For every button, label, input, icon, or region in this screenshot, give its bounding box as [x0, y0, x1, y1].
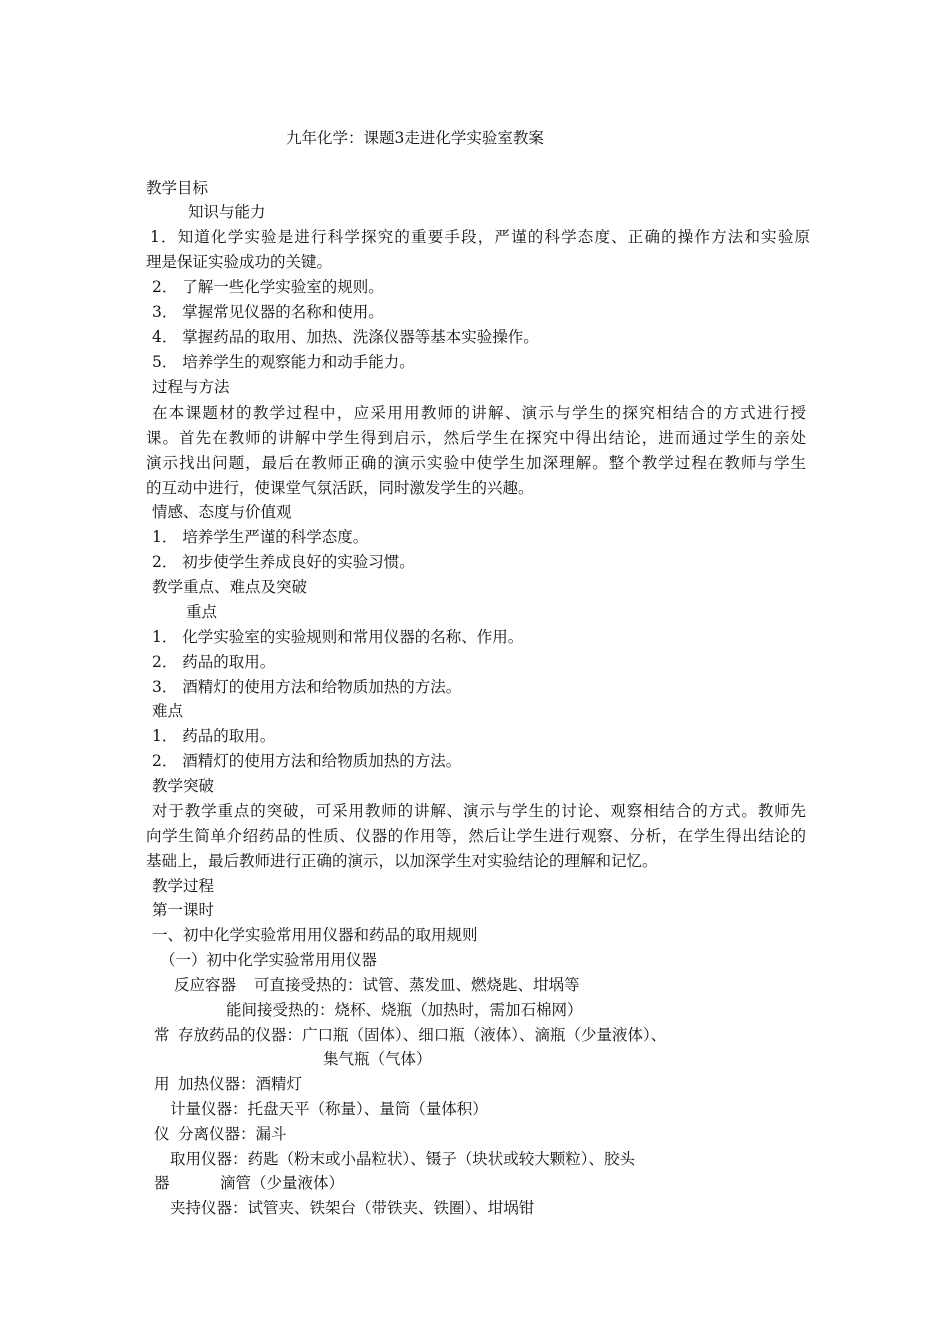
difficulty-item-1: 1． 药品的取用。: [152, 727, 276, 745]
reaction-vessel-label: 反应容器: [174, 976, 237, 994]
process-method-line-4: 的互动中进行，使课堂气氛活跃，同时激发学生的兴趣。: [146, 479, 534, 497]
breakthrough-heading: 教学突破: [152, 777, 215, 795]
process-method-line-1: 在本课题材的教学过程中，应采用用教师的讲解、演示与学生的探究相结合的方式进行授: [152, 404, 806, 422]
knowledge-heading: 知识与能力: [188, 203, 266, 221]
side-char-1: 常: [154, 1026, 170, 1044]
process-method-line-3: 演示找出问题，最后在教师正确的演示实验中使学生加深理解。整个教学过程在教师与学生: [146, 454, 806, 472]
document-title: 九年化学：课题3走进化学实验室教案: [286, 129, 544, 147]
difficulty-item-2: 2． 酒精灯的使用方法和给物质加热的方法。: [152, 752, 462, 770]
teaching-process-heading: 教学过程: [152, 877, 215, 895]
section-1-heading: 一、初中化学实验常用用仪器和药品的取用规则: [152, 926, 478, 944]
focus-item-1: 1． 化学实验室的实验规则和常用仪器的名称、作用。: [152, 628, 524, 646]
focus-item-2: 2． 药品的取用。: [152, 653, 276, 671]
emotion-item-1: 1． 培养学生严谨的科学态度。: [152, 528, 369, 546]
taking-instruments-cont: 滴管（少量液体）: [220, 1174, 345, 1192]
subsection-1-heading: （一）初中化学实验常用用仪器: [160, 951, 378, 969]
knowledge-item-1: 1．知道化学实验是进行科学探究的重要手段，严谨的科学态度、正确的操作方法和实验原: [150, 228, 810, 246]
process-method-heading: 过程与方法: [152, 378, 230, 396]
reaction-indirect-heating: 能间接受热的：烧杯、烧瓶（加热时，需加石棉网）: [226, 1001, 583, 1019]
heating-instruments: 加热仪器：酒精灯: [178, 1075, 303, 1093]
breakthrough-line-3: 基础上，最后教师进行正确的演示，以加深学生对实验结论的理解和记忆。: [146, 852, 658, 870]
focus-item-3: 3． 酒精灯的使用方法和给物质加热的方法。: [152, 678, 462, 696]
key-points-heading: 教学重点、难点及突破: [152, 578, 308, 596]
knowledge-item-2: 2． 了解一些化学实验室的规则。: [152, 278, 384, 296]
focus-heading: 重点: [186, 603, 218, 621]
objectives-heading: 教学目标: [146, 179, 209, 197]
knowledge-item-5: 5． 培养学生的观察能力和动手能力。: [152, 353, 415, 371]
measuring-instruments: 计量仪器：托盘天平（称量）、量筒（量体积）: [170, 1100, 488, 1118]
separating-instruments: 分离仪器：漏斗: [178, 1125, 287, 1143]
emotion-heading: 情感、态度与价值观: [152, 503, 292, 521]
side-char-2: 用: [154, 1075, 170, 1093]
storage-instruments-cont: 集气瓶（气体）: [323, 1050, 432, 1068]
storage-instruments: 存放药品的仪器：广口瓶（固体）、细口瓶（液体）、滴瓶（少量液体）、: [178, 1026, 667, 1044]
lesson-label: 第一课时: [152, 901, 215, 919]
process-method-line-2: 课。首先在教师的讲解中学生得到启示，然后学生在探究中得出结论，进而通过学生的亲处: [146, 429, 806, 447]
holding-instruments: 夹持仪器：试管夹、铁架台（带铁夹、铁圈）、坩埚钳: [170, 1199, 535, 1217]
breakthrough-line-2: 向学生简单介绍药品的性质、仪器的作用等，然后让学生进行观察、分析，在学生得出结论的: [146, 827, 806, 845]
difficulty-heading: 难点: [152, 702, 184, 720]
side-char-4: 器: [154, 1174, 170, 1192]
breakthrough-line-1: 对于教学重点的突破，可采用教师的讲解、演示与学生的讨论、观察相结合的方式。教师先: [152, 802, 806, 820]
emotion-item-2: 2． 初步使学生养成良好的实验习惯。: [152, 553, 415, 571]
knowledge-item-1-cont: 理是保证实验成功的关键。: [146, 253, 333, 271]
side-char-3: 仪: [154, 1125, 170, 1143]
knowledge-item-3: 3． 掌握常见仪器的名称和使用。: [152, 303, 384, 321]
reaction-direct-heating: 可直接受热的：试管、蒸发皿、燃烧匙、坩埚等: [254, 976, 580, 994]
taking-instruments: 取用仪器：药匙（粉末或小晶粒状）、镊子（块状或较大颗粒）、胶头: [170, 1150, 636, 1168]
knowledge-item-4: 4． 掌握药品的取用、加热、洗涤仪器等基本实验操作。: [152, 328, 539, 346]
